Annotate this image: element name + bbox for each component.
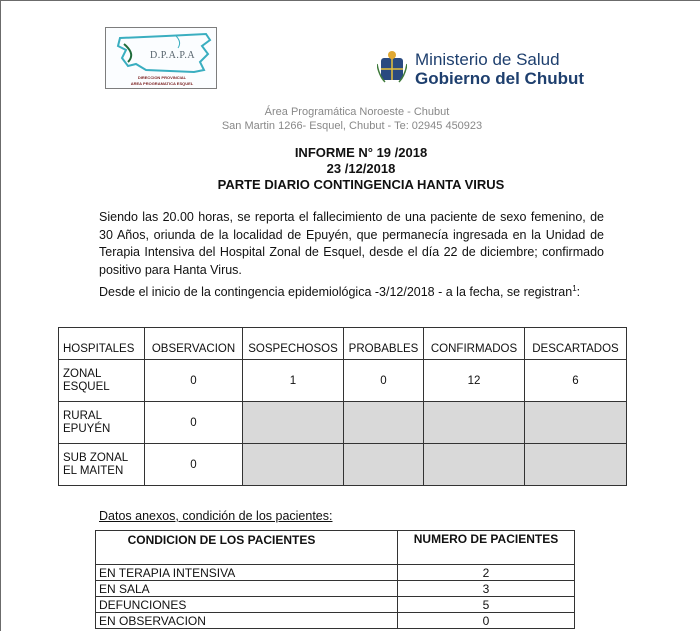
column-header-probables: PROBABLES [344, 328, 424, 360]
sospechosos-cell: 1 [243, 360, 344, 402]
column-header-observacion: OBSERVACION [145, 328, 243, 360]
condition-label: EN SALA [96, 581, 398, 597]
condition-label: EN TERAPIA INTENSIVA [96, 565, 398, 581]
table-row [96, 581, 575, 597]
hospital-location: ESQUEL [63, 380, 110, 393]
column-header-sospechosos: SOSPECHOSOS [243, 328, 344, 360]
empty-shaded-cell [243, 444, 344, 486]
condition-count: 2 [398, 565, 575, 581]
table-row [96, 613, 575, 629]
column-header-confirmados: CONFIRMADOS [424, 328, 525, 360]
dpapa-caption-line2: AREA PROGRAMATICA ESQUEL [130, 81, 194, 86]
condition-count: 3 [398, 581, 575, 597]
address-line-1: Área Programática Noroeste - Chubut [264, 106, 450, 118]
dpapa-logo [105, 27, 217, 89]
condition-count: 0 [398, 613, 575, 629]
condition-label: DEFUNCIONES [96, 597, 398, 613]
dpapa-caption-line1: DIRECCION PROVINCIAL [137, 75, 187, 80]
hospitals-table [58, 327, 627, 486]
descartados-cell: 6 [525, 360, 627, 402]
empty-shaded-cell [344, 402, 424, 444]
empty-shaded-cell [525, 402, 627, 444]
table-row [59, 402, 627, 444]
hospital-name-cell [59, 444, 145, 486]
hospital-name: RURAL [63, 409, 102, 422]
condition-label: EN OBSERVACION [96, 613, 398, 629]
empty-shaded-cell [243, 402, 344, 444]
empty-shaded-cell [424, 444, 525, 486]
hospitals-table-header [59, 328, 627, 360]
confirmados-cell: 12 [424, 360, 525, 402]
hospital-name-cell [59, 402, 145, 444]
patient-condition-table [95, 530, 575, 629]
column-header-numero: NUMERO DE PACIENTES [398, 531, 575, 565]
empty-shaded-cell [525, 444, 627, 486]
report-paragraph-2 [99, 284, 604, 302]
hospital-name-cell [59, 360, 145, 402]
paragraph-2-text: Desde el inicio de la contingencia epidemiológica -3/12/2018 - a la fecha, se registran [99, 285, 573, 299]
probables-cell: 0 [344, 360, 424, 402]
chubut-shield-icon [377, 50, 407, 84]
report-paragraph-1: Siendo las 20.00 horas, se reporta el fallecimiento de una paciente de sexo femenino, de 30 Años, oriunda de la localidad de Epuyén, que permanecía ingresada en la Unidad de Terapia Intensiva del Hospital Zonal de Esquel, desde el día 22 de diciembre; confirmado positivo para Hanta Virus. [99, 210, 604, 277]
condition-count: 5 [398, 597, 575, 613]
ministry-name: Ministerio de Salud [415, 50, 560, 69]
observacion-cell: 0 [145, 402, 243, 444]
paragraph-2-end: : [576, 285, 581, 299]
hospital-name: SUB ZONAL [63, 451, 129, 464]
report-title: PARTE DIARIO CONTINGENCIA HANTA VIRUS [217, 177, 505, 192]
annex-title: Datos anexos, condición de los pacientes: [99, 509, 333, 523]
table-row [59, 360, 627, 402]
empty-shaded-cell [424, 402, 525, 444]
report-date: 23 /12/2018 [326, 161, 396, 176]
government-name: Gobierno del Chubut [415, 69, 585, 88]
column-header-hospitales: HOSPITALES [59, 328, 145, 360]
table-row [96, 597, 575, 613]
observacion-cell: 0 [145, 444, 243, 486]
column-header-descartados: DESCARTADOS [525, 328, 627, 360]
empty-shaded-cell [344, 444, 424, 486]
hospital-location: EPUYÉN [63, 422, 111, 435]
hospital-location: EL MAITEN [63, 464, 124, 477]
table-row [96, 565, 575, 581]
dpapa-abbr: D.P.A.P.A [150, 50, 196, 61]
report-number: INFORME N° 19 /2018 [294, 145, 428, 160]
column-header-condicion: CONDICION DE LOS PACIENTES [96, 531, 398, 565]
condition-table-header [96, 531, 575, 565]
footnote-marker: 1 [572, 283, 577, 293]
hospital-name: ZONAL [63, 367, 102, 380]
address-line-2: San Martin 1266- Esquel, Chubut - Te: 02945 450923 [221, 120, 483, 132]
table-row [59, 444, 627, 486]
observacion-cell: 0 [145, 360, 243, 402]
